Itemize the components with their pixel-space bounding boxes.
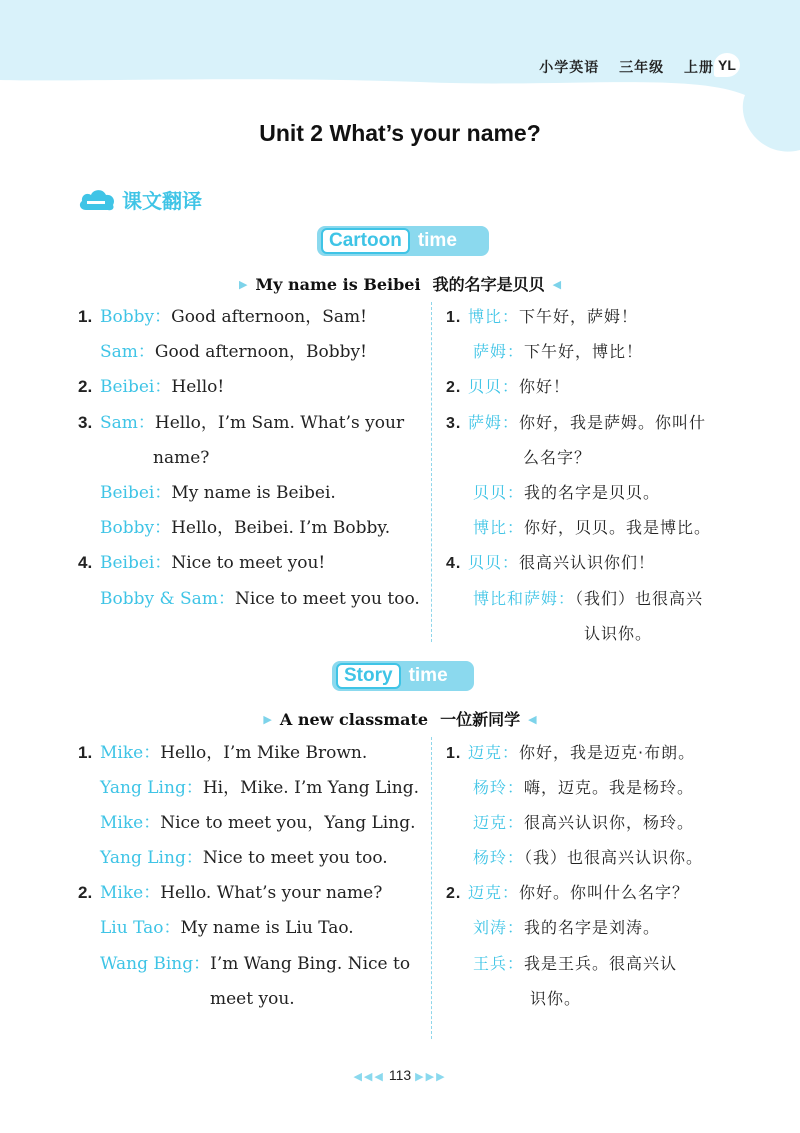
dialogue-line: [584, 622, 652, 646]
line-text: Hello，Beibei. I’m Bobby.: [171, 518, 391, 538]
line-text: 很高兴认识你们！: [519, 553, 656, 572]
right-arrows-icon: ▶▶▶: [415, 1071, 447, 1083]
speaker-name: 博比：: [473, 518, 525, 537]
line-text: Nice to meet you too.: [234, 589, 420, 609]
dialogue-line: [100, 481, 336, 505]
speaker-name: Beibei：: [100, 553, 172, 573]
page-number-footer: [0, 1067, 800, 1083]
line-number: 1.: [78, 743, 93, 762]
line-number: 2.: [446, 379, 462, 396]
line-number: 1.: [446, 745, 462, 762]
dialogue-line: [78, 881, 382, 905]
line-text: （我们）也很高兴: [575, 589, 704, 608]
speaker-name: 迈克：: [473, 813, 525, 832]
line-text: name?: [153, 448, 210, 468]
dialogue-line: [100, 846, 388, 870]
line-number: 4.: [78, 553, 93, 572]
line-text: Nice to meet you too.: [202, 848, 388, 868]
dialogue-line: [210, 987, 295, 1011]
dialogue-line: [473, 587, 703, 611]
dialogue-line: [530, 987, 581, 1011]
line-text: Good afternoon，Bobby!: [154, 342, 367, 362]
left-arrows-icon: ◀◀◀: [353, 1071, 385, 1083]
dialogue-line: [473, 776, 694, 800]
line-text: Good afternoon，Sam!: [171, 307, 367, 327]
speaker-name: 贝贝：: [468, 553, 520, 572]
speaker-name: Mike：: [100, 813, 161, 833]
speaker-name: Sam：: [100, 342, 155, 362]
line-text: 你好，我是迈克·布朗。: [519, 743, 696, 762]
cartoon-subtitle: [0, 272, 800, 295]
line-text: Nice to meet you!: [171, 553, 326, 573]
dialogue-line: [446, 741, 695, 766]
volume-label: 上册: [684, 60, 714, 76]
line-number: 1.: [78, 307, 93, 326]
speaker-name: Sam：: [100, 413, 155, 433]
dialogue-line: [100, 916, 354, 940]
line-text: 你好！: [519, 377, 571, 396]
line-text: Nice to meet you，Yang Ling.: [160, 813, 416, 833]
line-text: 你好，我是萨姆。你叫什: [519, 413, 707, 432]
banner-time-word: time: [408, 665, 448, 686]
page-number: 113: [388, 1067, 412, 1083]
line-text: 很高兴认识你，杨玲。: [524, 813, 695, 832]
story-time-banner: [332, 661, 474, 691]
speaker-name: Mike：: [100, 883, 161, 903]
line-text: 你好。你叫什么名字？: [519, 883, 690, 902]
speaker-name: Yang Ling：: [100, 778, 203, 798]
line-number: 3.: [78, 413, 93, 432]
dialogue-line: [473, 481, 660, 505]
speaker-name: 迈克：: [468, 883, 520, 902]
line-text: 下午好，萨姆！: [519, 307, 639, 326]
line-text: My name is Liu Tao.: [180, 918, 354, 938]
subtitle-chinese: 我的名字是贝贝: [432, 275, 545, 294]
speaker-name: 杨玲：: [473, 778, 525, 797]
line-text: Hello. What’s your name?: [160, 883, 383, 903]
line-text: 我的名字是刘涛。: [524, 918, 661, 937]
line-text: Hello，I’m Sam. What’s your: [154, 413, 405, 433]
book-info: [525, 57, 714, 77]
page-title: Unit 2 What’s your name?: [259, 120, 541, 146]
speaker-name: Bobby & Sam：: [100, 589, 235, 609]
line-text: （我）也很高兴认识你。: [524, 848, 704, 867]
dialogue-line: [100, 776, 419, 800]
dialogue-line: [78, 741, 367, 765]
dialogue-line: [100, 340, 367, 364]
line-number: 2.: [446, 885, 462, 902]
speaker-name: Beibei：: [100, 483, 172, 503]
line-number: 3.: [446, 415, 462, 432]
subtitle-chinese: 一位新同学: [440, 710, 521, 729]
subtitle-english: My name is Beibei: [255, 275, 421, 294]
column-divider: [431, 302, 432, 642]
speaker-name: Mike：: [100, 743, 161, 763]
line-text: 识你。: [530, 989, 582, 1008]
dialogue-line: [446, 375, 570, 400]
line-text: 认识你。: [584, 624, 653, 643]
speaker-name: 萨姆：: [473, 342, 525, 361]
speaker-name: 博比和萨姆：: [473, 589, 576, 608]
dialogue-line: [473, 811, 694, 835]
speaker-name: Bobby：: [100, 518, 172, 538]
dialogue-line: [473, 846, 703, 870]
speaker-name: Yang Ling：: [100, 848, 203, 868]
speaker-name: Bobby：: [100, 307, 172, 327]
speaker-name: 杨玲：: [473, 848, 525, 867]
dialogue-line: [446, 305, 638, 330]
speaker-name: Liu Tao：: [100, 918, 181, 938]
speaker-name: Wang Bing：: [100, 954, 211, 974]
cartoon-time-banner: [317, 226, 489, 256]
speaker-name: Beibei：: [100, 377, 172, 397]
line-text: meet you.: [210, 989, 295, 1009]
section-heading: [78, 184, 202, 214]
line-number: 2.: [78, 377, 93, 396]
banner-word: Story: [336, 663, 401, 689]
arrow-left-icon: ◀: [552, 278, 562, 291]
banner-word: Cartoon: [321, 228, 410, 254]
subject-label: 小学英语: [539, 60, 600, 76]
speaker-name: 贝贝：: [473, 483, 525, 502]
line-number: 4.: [446, 555, 462, 572]
dialogue-line: [153, 446, 209, 470]
dialogue-line: [78, 375, 224, 399]
line-text: Hi，Mike. I’m Yang Ling.: [202, 778, 419, 798]
dialogue-line: [473, 952, 677, 976]
dialogue-line: [446, 411, 706, 436]
subtitle-english: A new classmate: [279, 710, 429, 729]
line-text: 嗨，迈克。我是杨玲。: [524, 778, 695, 797]
dialogue-line: [100, 811, 415, 835]
speaker-name: 博比：: [468, 307, 520, 326]
speaker-name: 王兵：: [473, 954, 525, 973]
dialogue-line: [78, 551, 325, 575]
line-number: 1.: [446, 309, 462, 326]
line-text: 么名字？: [523, 448, 592, 467]
line-text: I’m Wang Bing. Nice to: [210, 954, 411, 974]
line-text: 我的名字是贝贝。: [524, 483, 661, 502]
section-heading-text: 课文翻译: [122, 188, 202, 213]
dialogue-line: [446, 551, 655, 576]
dialogue-line: [446, 881, 689, 906]
dialogue-line: [78, 305, 367, 329]
cloud-icon: [78, 186, 116, 212]
dialogue-line: [100, 587, 420, 611]
arrow-right-icon: ▶: [263, 713, 272, 726]
speaker-name: 迈克：: [468, 743, 520, 762]
line-text: 你好，贝贝。我是博比。: [524, 518, 712, 537]
speaker-name: 萨姆：: [468, 413, 520, 432]
dialogue-line: [523, 446, 591, 470]
dialogue-line: [473, 916, 660, 940]
dialogue-line: [473, 516, 711, 540]
grade-label: 三年级: [619, 60, 665, 76]
arrow-left-icon: ◀: [528, 713, 537, 726]
speaker-name: 刘涛：: [473, 918, 525, 937]
speaker-name: 贝贝：: [468, 377, 520, 396]
line-text: My name is Beibei.: [171, 483, 336, 503]
line-number: 2.: [78, 883, 93, 902]
edition-badge: YL: [714, 53, 740, 77]
line-text: Hello!: [171, 377, 225, 397]
dialogue-line: [78, 411, 404, 435]
story-subtitle: [0, 707, 800, 730]
arrow-right-icon: ▶: [238, 278, 248, 291]
dialogue-line: [100, 516, 390, 540]
line-text: 下午好，博比！: [524, 342, 644, 361]
column-divider: [431, 737, 432, 1039]
dialogue-line: [473, 340, 643, 364]
line-text: 我是王兵。很高兴认: [524, 954, 678, 973]
banner-time-word: time: [417, 230, 457, 251]
dialogue-line: [100, 952, 410, 976]
line-text: Hello，I’m Mike Brown.: [160, 743, 368, 763]
